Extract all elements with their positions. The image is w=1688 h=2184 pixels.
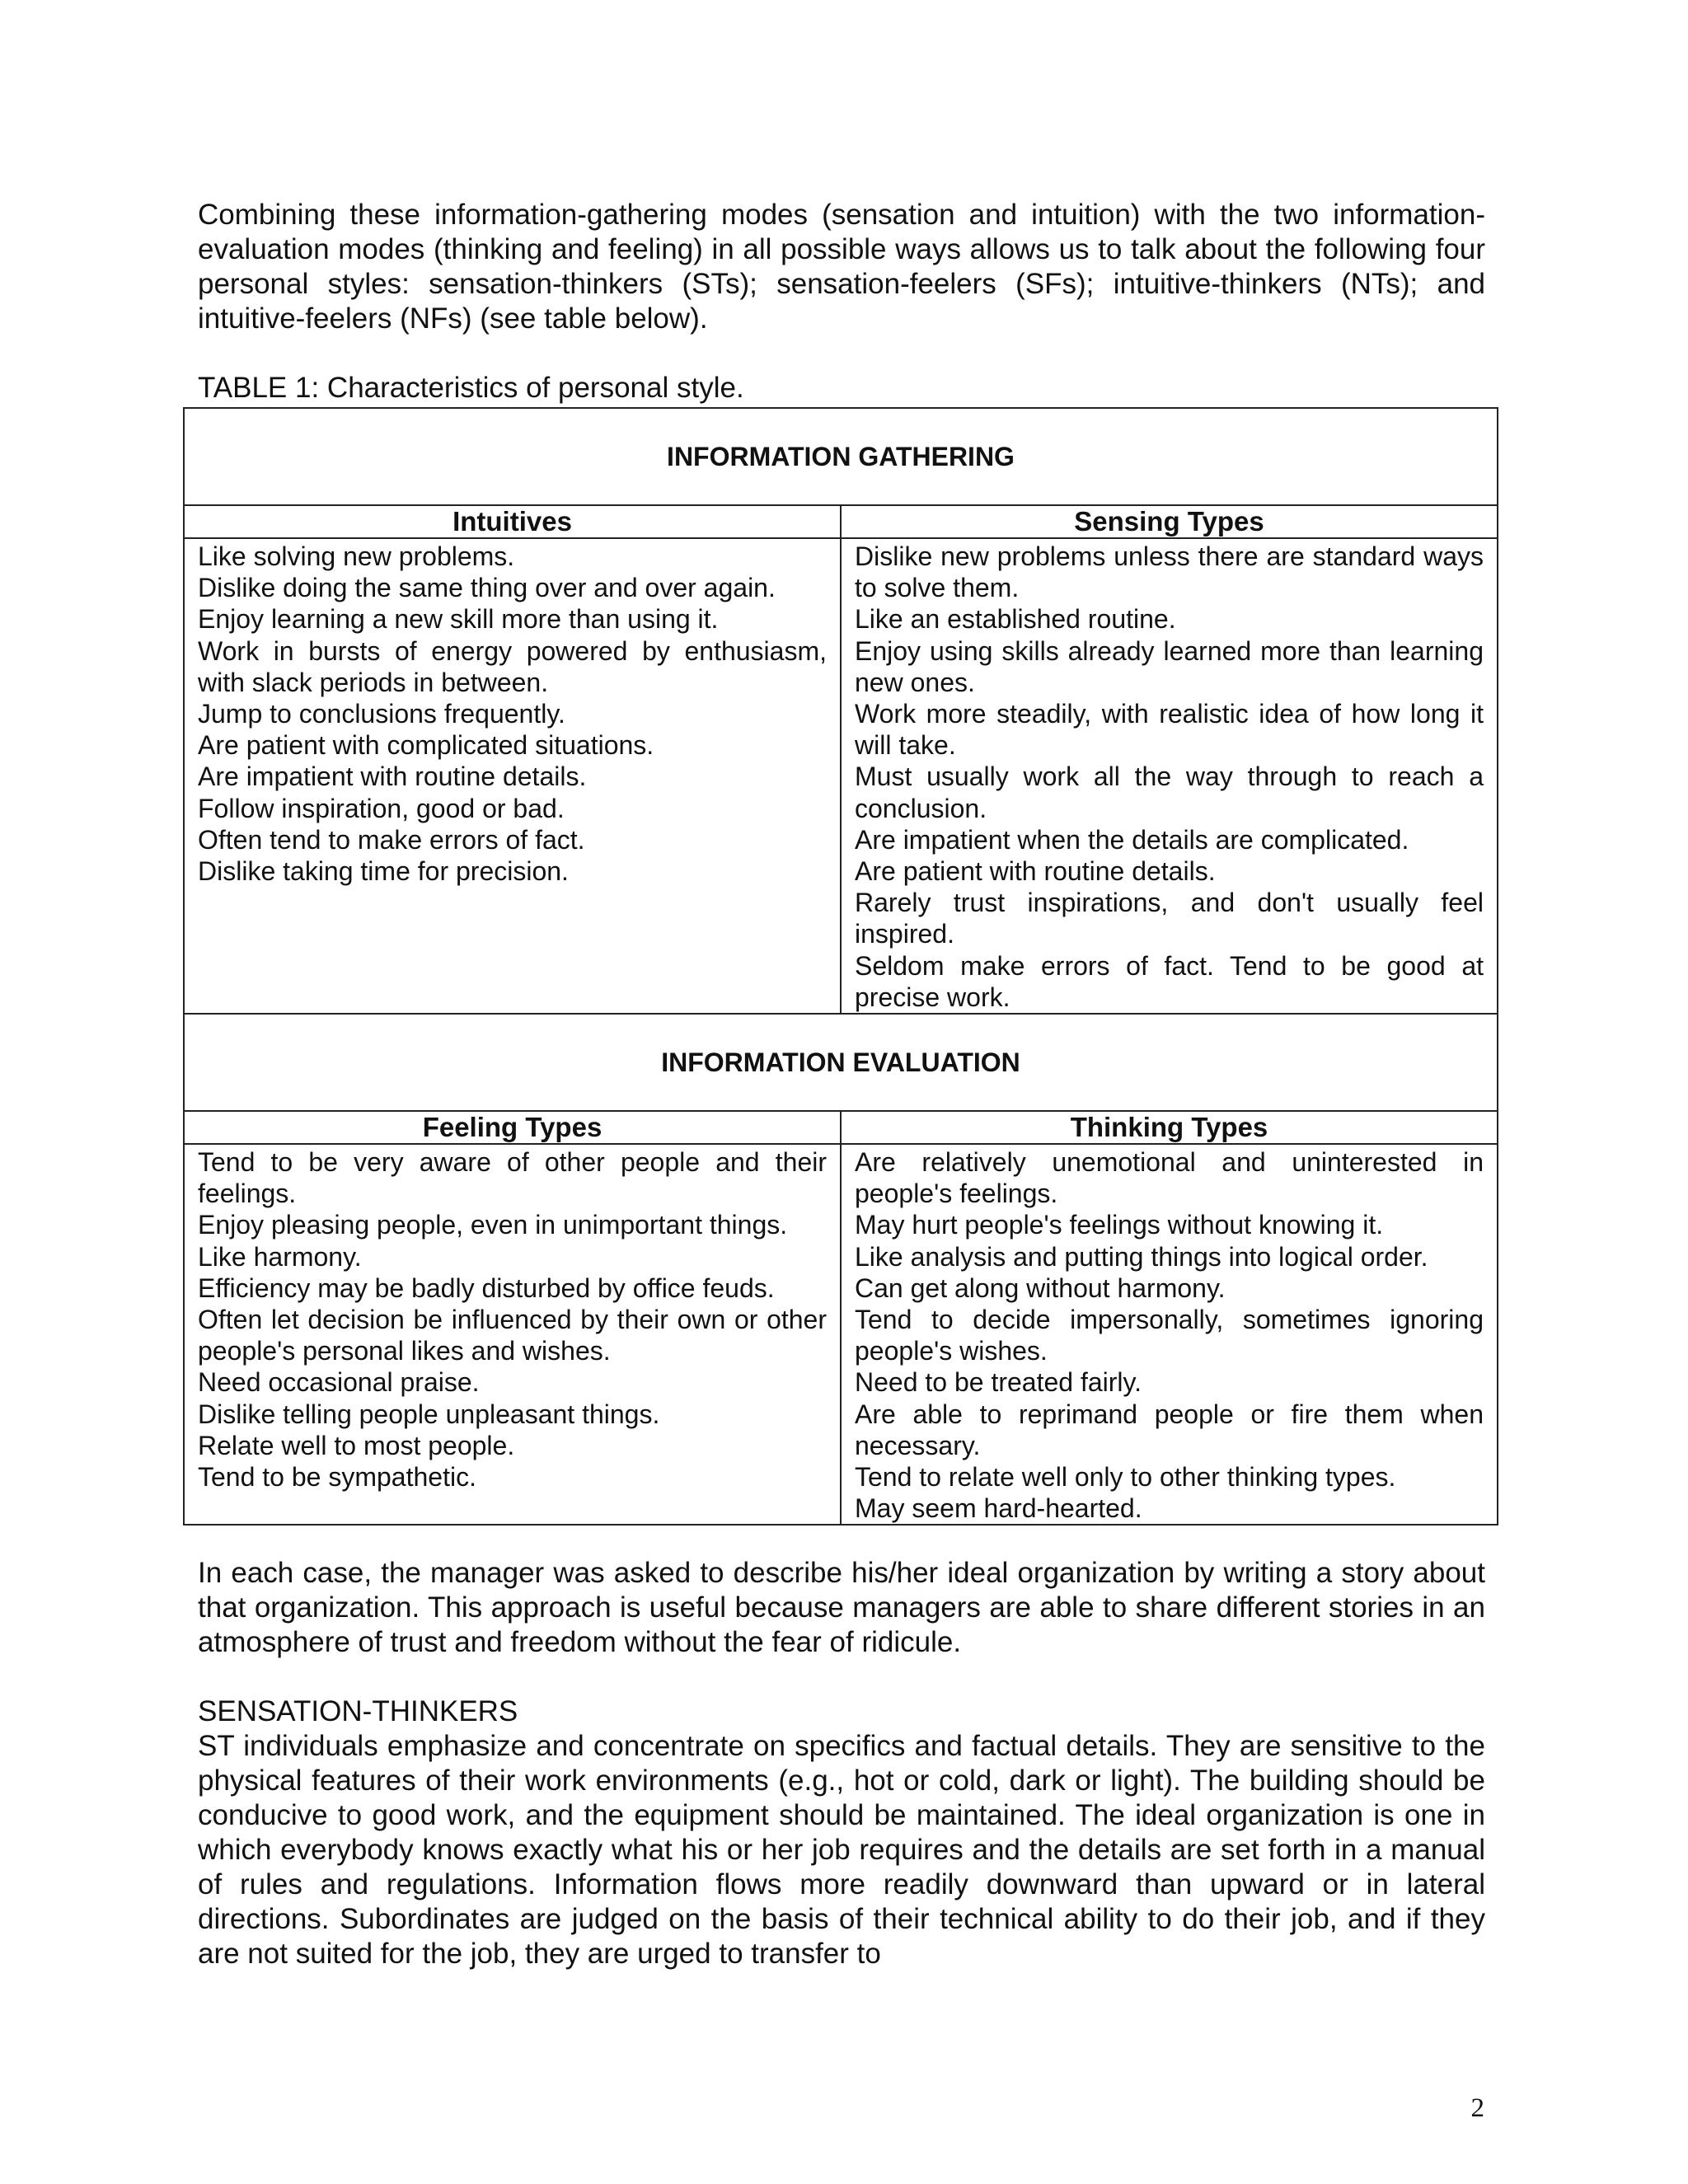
list-item: Like harmony.: [198, 1241, 362, 1272]
list-item: Can get along without harmony.: [855, 1272, 1226, 1303]
list-item: Often let decision be influenced by their own or other people's personal likes and wishes.: [198, 1305, 827, 1366]
sensing-types-cell: [841, 538, 1498, 1014]
information-gathering-heading: INFORMATION GATHERING: [184, 408, 1498, 505]
list-item: Efficiency may be badly disturbed by office feuds.: [198, 1272, 775, 1303]
list-item: Work in bursts of energy powered by enthusiasm, with slack periods in between.: [198, 635, 827, 697]
list-item: Enjoy using skills already learned more than learning new ones.: [855, 635, 1484, 697]
thinking-types-header: Thinking Types: [841, 1111, 1498, 1144]
list-item: Tend to be sympathetic.: [198, 1462, 476, 1493]
list-item: Are patient with complicated situations.: [198, 730, 654, 761]
list-item: Are impatient with routine details.: [198, 762, 587, 792]
sensing-types-header: Sensing Types: [841, 505, 1498, 538]
personal-style-table: [183, 407, 1498, 1526]
list-item: Must usually work all the way through to reach a conclusion.: [855, 762, 1484, 823]
thinking-types-cell: [841, 1144, 1498, 1525]
list-item: Seldom make errors of fact. Tend to be good at precise work.: [855, 950, 1484, 1012]
list-item: Rarely trust inspirations, and don't usually feel inspired.: [855, 888, 1484, 949]
information-evaluation-heading: INFORMATION EVALUATION: [184, 1014, 1498, 1111]
intuitives-cell: [184, 538, 841, 1014]
feeling-types-cell: [184, 1144, 841, 1525]
outro-paragraph: In each case, the manager was asked to describe his/her ideal organization by writing a story about that organization. This approach is useful because managers are able to share different stories in an atmosphere of trust and freedom without the fear of ridicule.: [198, 1557, 1485, 1658]
list-item: May hurt people's feelings without knowing it.: [855, 1210, 1384, 1240]
list-item: Enjoy pleasing people, even in unimportant things.: [198, 1210, 788, 1240]
list-item: Relate well to most people.: [198, 1430, 515, 1460]
list-item: Like analysis and putting things into logical order.: [855, 1241, 1428, 1272]
list-item: Like solving new problems.: [198, 541, 515, 571]
sensation-thinkers-paragraph: ST individuals emphasize and concentrate on specifics and factual details. They are sensitive to the physical features of their work environments (e.g., hot or cold, dark or light). The building should be conducive to good work, and the equipment should be maintained. The ideal organization is one in which everybody knows exactly what his or her job requires and the details are set forth in a manual of rules and regulations. Information flows more readily downward than upward or in lateral directions. Subordinates are judged on the basis of their technical ability to do their job, and if they are not suited for the job, they are urged to transfer to: [198, 1730, 1485, 1970]
table-caption: TABLE 1: Characteristics of personal style.: [198, 372, 744, 404]
list-item: Are relatively unemotional and uninterested in people's feelings.: [855, 1147, 1484, 1209]
list-item: Dislike new problems unless there are standard ways to solve them.: [855, 541, 1484, 603]
list-item: Tend to decide impersonally, sometimes ignoring people's wishes.: [855, 1305, 1484, 1366]
list-item: Enjoy learning a new skill more than using it.: [198, 604, 719, 635]
list-item: Are able to reprimand people or fire them when necessary.: [855, 1399, 1484, 1460]
list-item: Dislike doing the same thing over and over again.: [198, 573, 776, 603]
list-item: Follow inspiration, good or bad.: [198, 793, 565, 823]
list-item: Work more steadily, with realistic idea of how long it will take.: [855, 699, 1484, 761]
page-number: 2: [1470, 2093, 1484, 2123]
list-item: Need to be treated fairly.: [855, 1367, 1142, 1398]
list-item: May seem hard-hearted.: [855, 1493, 1142, 1524]
list-item: Jump to conclusions frequently.: [198, 699, 565, 729]
list-item: Tend to relate well only to other thinking types.: [855, 1462, 1396, 1493]
list-item: Need occasional praise.: [198, 1367, 480, 1398]
list-item: Often tend to make errors of fact.: [198, 824, 585, 855]
feeling-types-header: Feeling Types: [184, 1111, 841, 1144]
list-item: Like an established routine.: [855, 604, 1176, 635]
list-item: Dislike taking time for precision.: [198, 856, 569, 887]
list-item: Tend to be very aware of other people and their feelings.: [198, 1147, 827, 1209]
list-item: Are impatient when the details are complicated.: [855, 824, 1409, 855]
intuitives-header: Intuitives: [184, 505, 841, 538]
list-item: Are patient with routine details.: [855, 856, 1216, 887]
section-heading: SENSATION-THINKERS: [198, 1695, 518, 1727]
intro-paragraph: Combining these information-gathering modes (sensation and intuition) with the two information-evaluation modes (thinking and feeling) in all possible ways allows us to talk about the following four personal styles: sensation-thinkers (STs); sensation-feelers (SFs); intuitive-thinkers (NTs); and intuitive-feelers (NFs) (see table below).: [198, 199, 1485, 335]
list-item: Dislike telling people unpleasant things.: [198, 1399, 660, 1429]
